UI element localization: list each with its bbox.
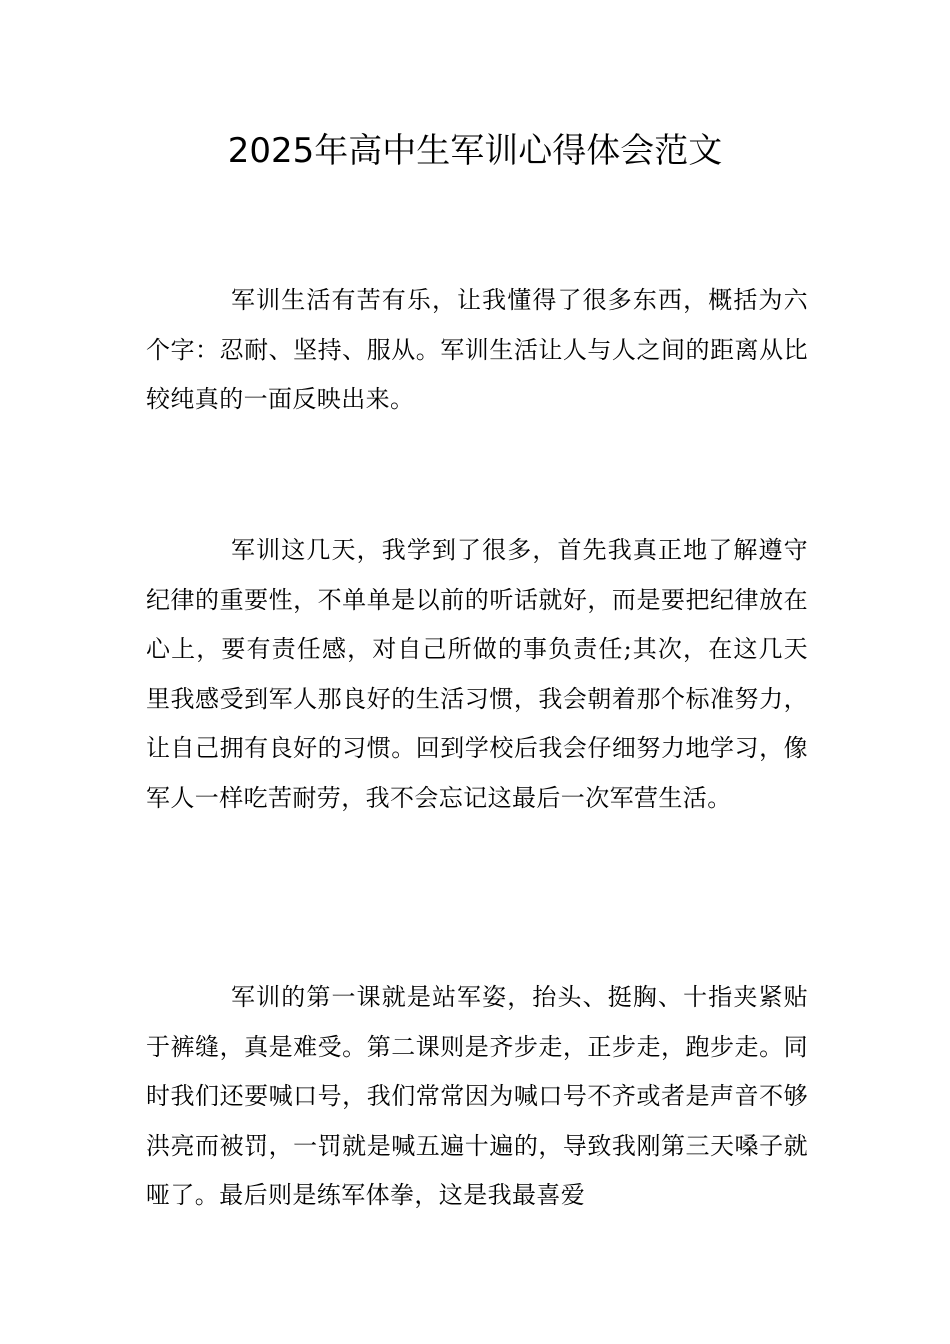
paragraph-3: 军训的第一课就是站军姿，抬头、挺胸、十指夹紧贴于裤缝，真是难受。第二课则是齐步走，正步走，跑步走。同时我们还要喊口号，我们常常因为喊口号不齐或者是声音不够洪亮而被罚，一罚就是喊五遍十遍的，导致我刚第三天嗓子就哑了。最后则是练军体拳，这是我最喜爱	[146, 983, 808, 1209]
paragraph-1: 军训生活有苦有乐，让我懂得了很多东西，概括为六个字：忍耐、坚持、服从。军训生活让人与人之间的距离从比较纯真的一面反映出来。	[146, 286, 808, 413]
paragraph-2: 军训这几天，我学到了很多，首先我真正地了解遵守纪律的重要性，不单单是以前的听话就好，而是要把纪律放在心上，要有责任感，对自己所做的事负责任;其次，在这几天里我感受到军人那良好的生活习惯，我会朝着那个标准努力，让自己拥有良好的习惯。回到学校后我会仔细努力地学习，像军人一样吃苦耐劳，我不会忘记这最后一次军营生活。	[146, 536, 808, 812]
document-title: 2025年高中生军训心得体会范文	[227, 131, 723, 171]
